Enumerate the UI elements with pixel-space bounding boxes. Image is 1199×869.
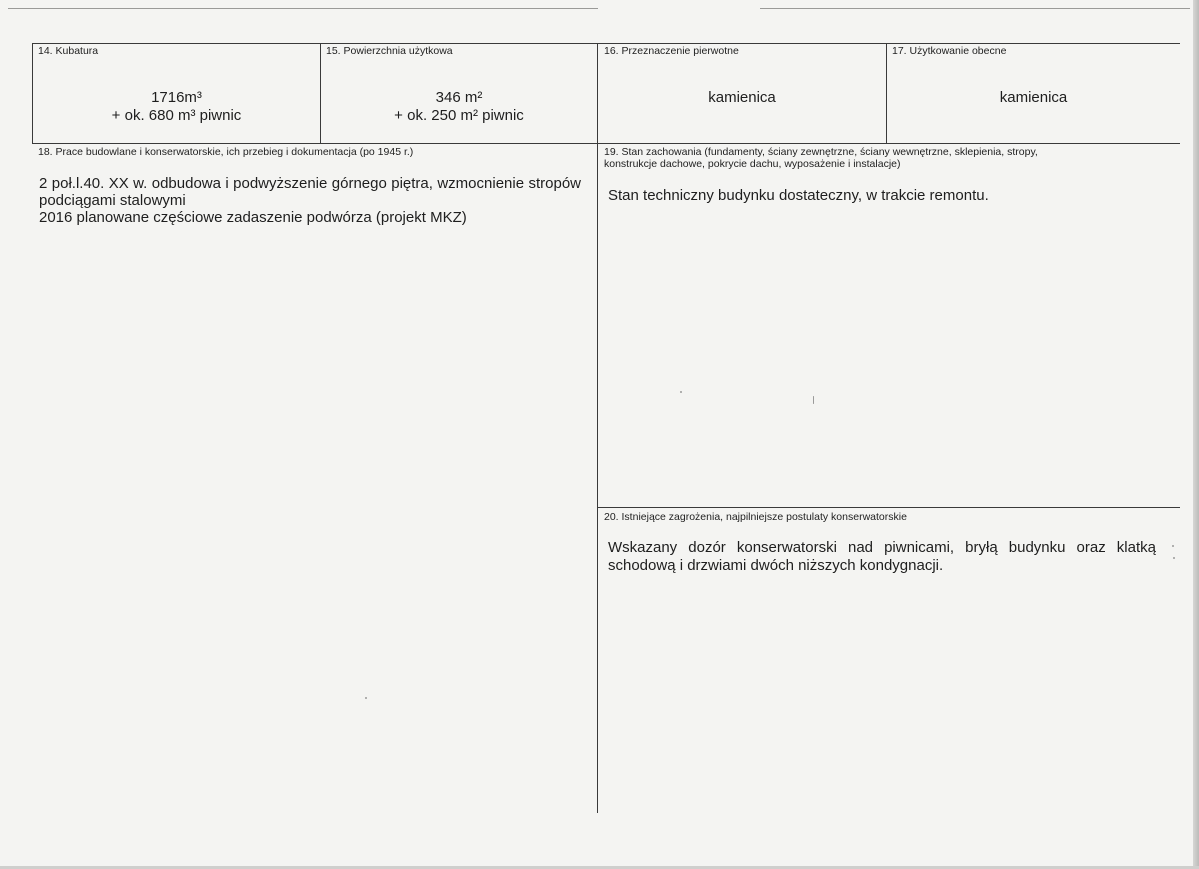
field-19-label — [604, 146, 1038, 170]
field-19-text: Stan techniczny budynku dostateczny, w trakcie remontu. — [608, 187, 989, 204]
grid-line-top — [32, 43, 1180, 44]
field-15-label: 15. Powierzchnia użytkowa — [326, 45, 453, 57]
scan-speck — [1173, 557, 1175, 559]
scan-speck — [365, 697, 367, 699]
field-16-label: 16. Przeznaczenie pierwotne — [604, 45, 739, 57]
field-15-value — [321, 89, 597, 125]
field-19-label-line1: 19. Stan zachowania (fundamenty, ściany zewnętrzne, ściany wewnętrzne, sklepienia, stropy, — [604, 146, 1038, 158]
field-14-value-line1: 1716m³ — [151, 89, 202, 106]
field-18-line2: 2016 planowane częściowe zadaszenie podwórza (projekt MKZ) — [39, 209, 467, 226]
field-15-value-line2: + ok. 250 m² piwnic — [394, 107, 524, 124]
scan-speck — [680, 391, 682, 393]
field-14-label: 14. Kubatura — [38, 45, 99, 57]
card-edge-shadow — [1193, 0, 1199, 869]
field-17-value: kamienica — [999, 89, 1068, 106]
scan-speck — [1172, 545, 1174, 547]
field-14-value — [33, 89, 320, 125]
top-scan-rule-left — [8, 8, 598, 9]
field-17-label: 17. Użytkowanie obecne — [892, 45, 1007, 57]
top-scan-rule-right — [760, 8, 1190, 9]
field-19-label-line2: konstrukcje dachowe, pokrycie dachu, wyposażenie i instalacje) — [604, 158, 901, 170]
field-20-label: 20. Istniejące zagrożenia, najpilniejsze postulaty konserwatorskie — [604, 511, 907, 523]
grid-line-row1-bottom — [32, 143, 1180, 144]
scan-speck — [813, 396, 814, 404]
field-16-value: kamienica — [708, 89, 776, 106]
field-18-line1: 2 poł.l.40. XX w. odbudowa i podwyższenie górnego piętra, wzmocnienie stropów podciągami stalowymi — [39, 175, 581, 209]
field-15-value-line1: 346 m² — [435, 89, 483, 106]
grid-line-section20-top — [597, 507, 1180, 508]
field-18-text — [39, 175, 581, 226]
grid-line-col2 — [597, 43, 598, 813]
field-18-label: 18. Prace budowlane i konserwatorskie, ich przebieg i dokumentacja (po 1945 r.) — [38, 146, 414, 158]
field-20-text: Wskazany dozór konserwatorski nad piwnicami, bryłą budynku oraz klatką schodową i drzwiami dwóch niższych kondygnacji. — [608, 539, 1156, 574]
field-14-value-line2: + ok. 680 m³ piwnic — [111, 107, 242, 124]
